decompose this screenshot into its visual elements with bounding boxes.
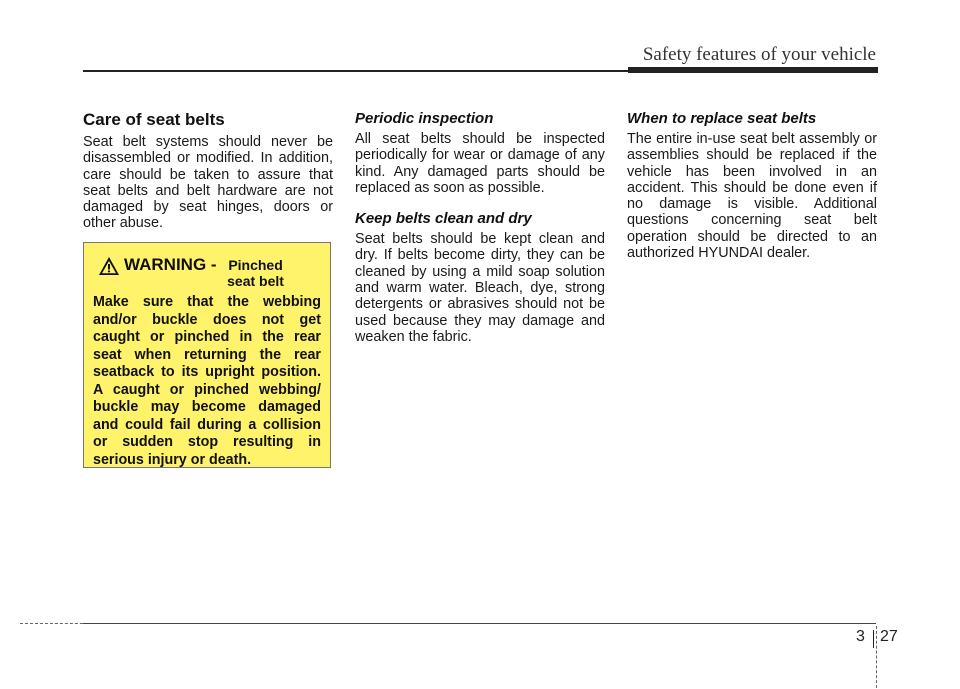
column-right <box>627 110 877 261</box>
header-rule <box>83 70 629 72</box>
warning-triangle-icon <box>98 256 120 276</box>
when-to-replace-text: The entire in-use seat belt assembly or assemblies should be replaced if the vehicle has been involved in an accident. This should be done even if no damage is visible. Additional questions concerning seat belt operation should be directed to an authorized HYUNDAI dealer. <box>627 131 877 262</box>
running-header-title: Safety features of your vehicle <box>642 44 876 65</box>
section-heading-care-of-seat-belts: Care of seat belts <box>83 110 225 129</box>
subheading-periodic-inspection: Periodic inspection <box>355 110 494 127</box>
column-left <box>83 110 333 232</box>
keep-belts-clean-text: Seat belts should be kept clean and dry. If belts become dirty, they can be cleaned by using a mild soap solution and warm water. Bleach, dye, strong detergents or abrasives should not be used because they may damage and weaken the fabric. <box>355 231 605 345</box>
chapter-number: 3 <box>856 628 865 645</box>
page-number-divider <box>873 630 874 648</box>
periodic-inspection-text: All seat belts should be inspected periodically for wear or damage of any kind. Any damaged parts should be replaced as soon as possible. <box>355 131 605 196</box>
footer-rule <box>83 623 876 624</box>
subheading-when-to-replace: When to replace seat belts <box>627 110 817 127</box>
header-rule-thick <box>628 67 878 73</box>
subheading-keep-belts-clean: Keep belts clean and dry <box>355 210 532 228</box>
warning-label: WARNING - <box>124 255 217 274</box>
warning-title: Pinched seat belt <box>227 257 284 289</box>
warning-header <box>93 255 321 289</box>
care-of-seat-belts-text: Seat belt systems should never be disassembled or modified. In addition, care should be taken to assure that seat belts and belt hardware are not damaged by seat hinges, doors or other abuse. <box>83 134 333 232</box>
warning-box <box>83 242 331 468</box>
footer-crop-mark <box>876 626 877 688</box>
column-middle <box>355 110 605 345</box>
warning-text: Make sure that the webbing and/or buckle does not get caught or pinched in the rear seat when returning the rear seatback to its upright position. A caught or pinched webbing/ buckle may become damaged and could fail during a collision or sudden stop resulting in serious injury or death. <box>93 294 321 468</box>
page-number: 27 <box>880 628 898 645</box>
